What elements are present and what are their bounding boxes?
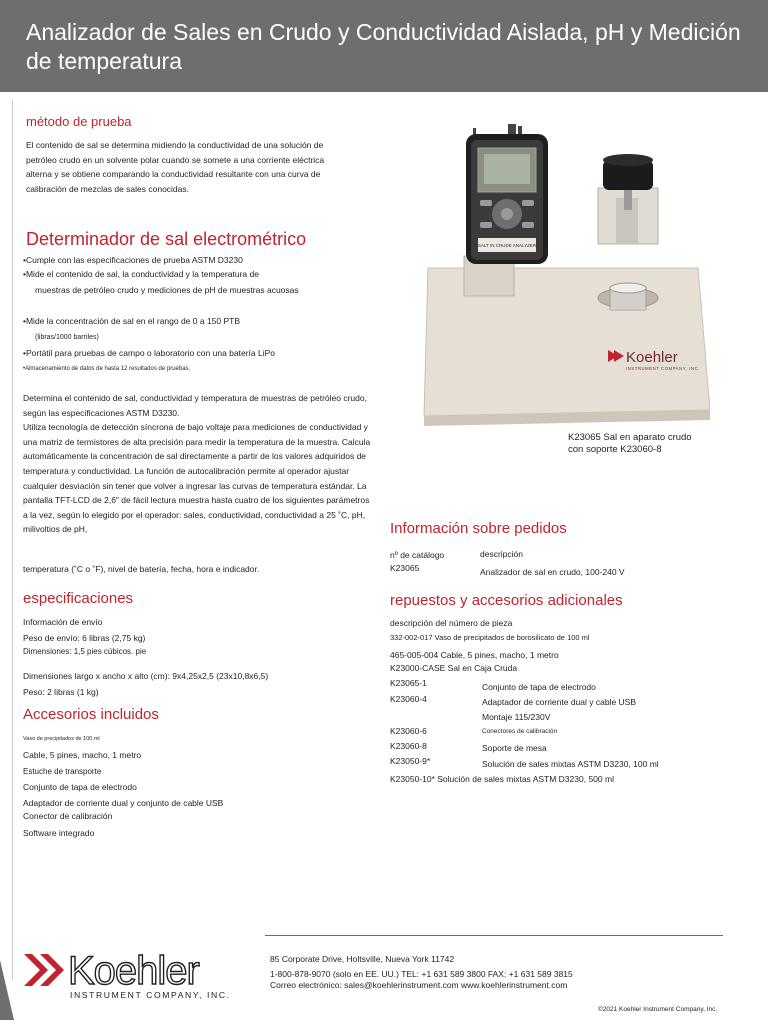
accessories-heading: Accesorios incluidos xyxy=(23,706,159,723)
part-desc: Solución de sales mixtas ASTM D3230, 100 ml xyxy=(482,759,659,769)
part-desc: Conjunto de tapa de electrodo xyxy=(482,682,596,692)
bullet-4: •Portátil para pruebas de campo o laboratorio con una batería LiPo xyxy=(23,348,275,358)
part-desc-cont: Montaje 115/230V xyxy=(482,712,551,722)
image-caption xyxy=(568,432,692,456)
footer-copyright: ©2021 Koehler Instrument Company, Inc. xyxy=(598,1006,718,1013)
koehler-logo xyxy=(22,940,262,1002)
part-code: K23060-8 xyxy=(390,741,427,751)
part-code: K23050-9* xyxy=(390,756,431,766)
left-margin-rule xyxy=(12,100,13,980)
product-image xyxy=(398,118,728,430)
paragraph-line: Utiliza tecnología de detección síncrona de bajo voltaje para mediciones de conductividad y xyxy=(23,422,368,433)
part-row: K23050-10* Solución de sales mixtas ASTM D3230, 500 ml xyxy=(390,774,614,784)
caption-line: con soporte K23060-8 xyxy=(568,444,662,455)
footer-address: 85 Corporate Drive, Holtsville, Nueva York 11742 xyxy=(270,954,455,964)
determinador-paragraph xyxy=(23,391,388,537)
page-title: Analizador de Sales en Crudo y Conductividad Aislada, pH y Medición de temperatura xyxy=(26,19,741,74)
part-code: K23060-4 xyxy=(390,694,427,704)
spec-line: Peso de envío: 6 libras (2,75 kg) xyxy=(23,633,146,643)
part-code: K23065-1 xyxy=(390,678,427,688)
meter-label: SALT IN CRUDE ANALYZER xyxy=(477,243,537,248)
paragraph-line: pantalla TFT-LCD de 2,6" de fácil lectura muestra hasta cuatro de los siguientes parámetros xyxy=(23,495,370,506)
part-desc: Soporte de mesa xyxy=(482,743,547,753)
parts-header: descripción del número de pieza xyxy=(390,618,513,628)
paragraph-line: a la vez, según lo elegido por el operador: sales, conductividad, conductividad a 25 ˚C, pH, xyxy=(23,509,366,520)
accessory-item: Cable, 5 pines, macho, 1 metro xyxy=(23,750,142,760)
spec-line: Peso: 2 libras (1 kg) xyxy=(23,687,99,697)
bullet-5: •Almacenamiento de datos de hasta 12 resultados de pruebas. xyxy=(23,366,191,372)
accessory-item: Vaso de precipitados de 100 ml xyxy=(23,736,100,742)
ordering-col-desc: descripción xyxy=(480,549,523,559)
paragraph-line: milivoltios de pH, xyxy=(23,524,88,535)
ordering-desc: Analizador de sal en crudo, 100-240 V xyxy=(480,567,625,577)
part-code: K23060-6 xyxy=(390,726,427,736)
part-desc: Adaptador de corriente dual y cable USB xyxy=(482,697,637,707)
part-row: 465-005-004 Cable, 5 pines, macho, 1 metro xyxy=(390,650,559,660)
method-line: calibración de mezclas de sales conocidas. xyxy=(26,183,190,194)
bullet-2: •Mide el contenido de sal, la conductividad y la temperatura de xyxy=(23,269,259,279)
footer-rule xyxy=(265,935,723,936)
ordering-code: K23065 xyxy=(390,563,420,573)
paragraph-line: cualquier desviación sin tener que volver a ingresar las curvas de temperatura estándar. La xyxy=(23,480,367,491)
spec-line: Información de envío xyxy=(23,617,103,627)
bullet-1: •Cumple con las especificaciones de prueba ASTM D3230 xyxy=(23,255,243,265)
ordering-heading: Información sobre pedidos xyxy=(390,520,567,537)
corner-decoration xyxy=(0,960,14,1020)
footer-phone: 1-800-878-9070 (solo en EE. UU.) TEL: +1 631 589 3800 FAX: +1 631 589 3815 xyxy=(270,969,573,979)
part-row: 332-002-017 Vaso de precipitados de borosilicato de 100 ml xyxy=(390,633,590,642)
paragraph-line: temperatura y conductividad. La función de autocalibración permite al operador ajustar xyxy=(23,465,350,476)
paragraph-line: una matriz de termistores de alta precisión para medir la temperatura de la muestra. Calcula xyxy=(23,436,371,447)
logo-subtitle: INSTRUMENT COMPANY, INC. xyxy=(70,990,231,1000)
bullet-3: •Mide la concentración de sal en el rango de 0 a 150 PTB xyxy=(23,316,241,326)
logo-chevron-icon xyxy=(24,954,48,986)
caption-line: K23065 Sal en aparato crudo xyxy=(568,432,692,443)
method-line: El contenido de sal se determina midiendo la conductividad de una solución de xyxy=(26,140,324,150)
part-desc: Conectores de calibración xyxy=(482,728,558,735)
method-line: petróleo crudo en un solvente polar cuando se somete a una corriente eléctrica xyxy=(26,154,325,165)
device-logo-name: Koehler xyxy=(626,349,678,366)
spec-line: Dimensiones: 1,5 pies cúbicos. pie xyxy=(23,647,147,656)
device-logo-sub: INSTRUMENT COMPANY, INC. xyxy=(626,366,700,371)
determinador-heading: Determinador de sal electrométrico xyxy=(26,229,307,249)
method-line: alterna y se obtiene comparando la conductividad resultante con una curva de xyxy=(26,169,321,180)
method-text xyxy=(26,138,376,196)
part-row: K23000-CASE Sal en Caja Cruda xyxy=(390,663,518,673)
paragraph-last-line: temperatura (˚C o ˚F), nivel de batería, fecha, hora e indicador. xyxy=(23,564,260,574)
logo-name: Koehler xyxy=(68,949,199,993)
spec-line: Dimensiones largo x ancho x alto (cm): 9x4,25x2,5 (23x10,8x6,5) xyxy=(23,671,269,681)
specs-heading: especificaciones xyxy=(23,590,134,607)
footer-email: Correo electrónico: sales@koehlerinstrument.com www.koehlerinstrument.com xyxy=(270,980,568,990)
paragraph-line: según las especificaciones ASTM D3230. xyxy=(23,407,180,418)
paragraph-line: automáticamente la concentración de sal directamente a partir de los valores adquiridos de xyxy=(23,451,367,462)
paragraph-line: Determina el contenido de sal, conductividad y temperatura de muestras de petróleo crudo, xyxy=(23,393,367,403)
method-heading: método de prueba xyxy=(26,114,132,129)
accessory-item: Estuche de transporte xyxy=(23,767,102,776)
accessory-item: Adaptador de corriente dual y conjunto de cable USB xyxy=(23,798,224,808)
parts-heading: repuestos y accesorios adicionales xyxy=(390,592,623,609)
accessory-item: Conector de calibración xyxy=(23,811,113,821)
bullet-2-cont: muestras de petróleo crudo y mediciones de pH de muestras acuosas xyxy=(35,285,299,295)
accessory-item: Conjunto de tapa de electrodo xyxy=(23,782,137,792)
ordering-col-catalog: nº de catálogo xyxy=(390,550,445,560)
accessory-item: Software integrado xyxy=(23,828,95,838)
bullet-3-cont: (libras/1000 barriles) xyxy=(35,334,99,341)
